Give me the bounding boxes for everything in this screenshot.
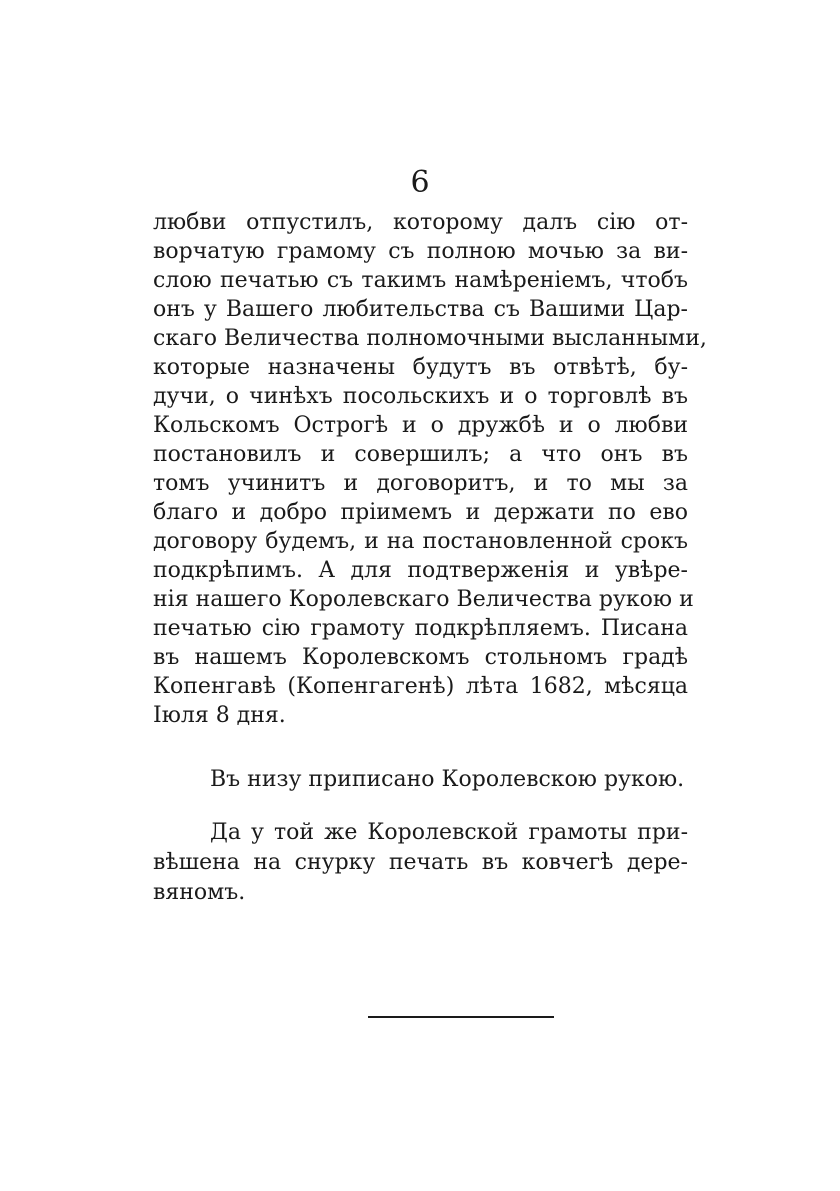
text-line: которые назначены будутъ въ отвѣтѣ, бу- (153, 355, 688, 380)
text-line: подкрѣпимъ. А для подтверженія и увѣре- (153, 558, 688, 583)
text-line: ворчатую грамому съ полною мочью за ви- (153, 239, 688, 264)
text-line: томъ учинитъ и договоритъ, и то мы за (153, 471, 688, 496)
text-line: онъ у Вашего любительства съ Вашими Цар- (153, 297, 688, 322)
text-line: вяномъ. (153, 880, 246, 905)
end-rule (368, 1016, 554, 1018)
text-line: постановилъ и совершилъ; а что онъ въ (153, 442, 688, 467)
text-line: нія нашего Королевскаго Величества рукою и (153, 587, 694, 612)
text-line: благо и добро пріимемъ и держати по ево (153, 500, 688, 525)
text-line: Іюля 8 дня. (153, 703, 286, 728)
text-line: любви отпустилъ, которому далъ сію от- (153, 210, 688, 235)
note-royal-hand (153, 765, 688, 795)
note-seal (153, 818, 688, 908)
text-line: слою печатью съ такимъ намѣреніемъ, чтобъ (153, 268, 688, 293)
text-line: договору будемъ, и на постановленной срокъ (153, 529, 688, 554)
text-line: Кольскомъ Острогѣ и о дружбѣ и о любви (153, 413, 688, 438)
body-paragraph (153, 208, 707, 730)
text-line: вѣшена на снурку печать въ ковчегѣ дере- (153, 850, 688, 875)
page-number: 6 (410, 165, 430, 200)
text-line: Въ низу приписано Королевскою рукою. (210, 767, 685, 792)
text-line: Копенгавѣ (Копенгагенѣ) лѣта 1682, мѣсяца (153, 674, 688, 699)
text-line: печатью сію грамоту подкрѣпляемъ. Писана (153, 616, 688, 641)
text-line: Да у той же Королевской грамоты при- (210, 820, 688, 845)
text-line: дучи, о чинѣхъ посольскихъ и о торговлѣ въ (153, 384, 688, 409)
text-line: въ нашемъ Королевскомъ стольномъ градѣ (153, 645, 688, 670)
text-line: скаго Величества полномочными высланными, (153, 326, 707, 351)
